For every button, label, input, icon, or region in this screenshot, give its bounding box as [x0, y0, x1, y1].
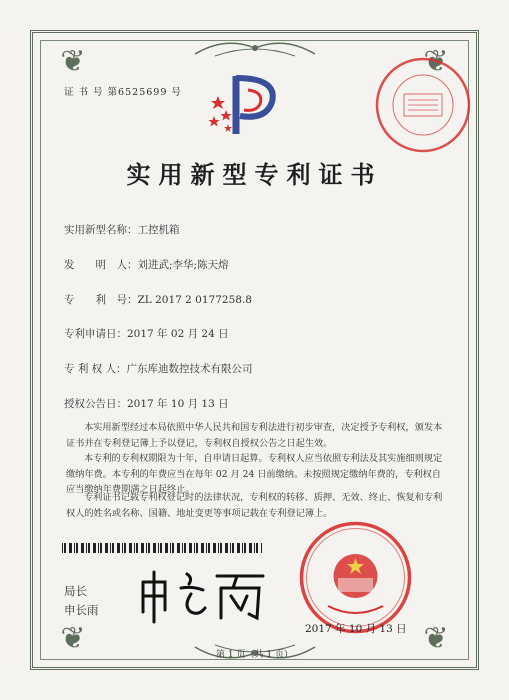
seal-date: 2017 年 10 月 13 日: [305, 623, 407, 635]
certificate-title: 实用新型专利证书: [126, 160, 383, 189]
field-application-date: [64, 326, 229, 341]
field-value: 2017 年 02 月 24 日: [127, 328, 229, 340]
handwritten-signature-icon: [135, 560, 270, 625]
field-inventors: [64, 257, 229, 272]
official-red-seal-icon: [298, 520, 413, 635]
field-patentee: [64, 361, 253, 376]
corner-ornament-icon: ❦: [60, 621, 86, 656]
paragraph-grant: 本实用新型经过本局依照中华人民共和国专利法进行初步审查，决定授予专利权，颁发本证书并在专利登记簿上予以登记，专利权自授权公告之日起生效。: [66, 422, 443, 449]
field-utility-model-name: [64, 222, 180, 237]
field-label: 专 利 权 人：: [64, 363, 127, 375]
top-seal-icon: [372, 54, 474, 156]
signatory-title: 局长: [64, 584, 87, 598]
corner-ornament-icon: ❦: [423, 44, 449, 79]
corner-ornament-icon: ❦: [60, 44, 86, 79]
field-patent-number: [64, 292, 252, 307]
page-number: 第 1 页（共 1 页）: [216, 650, 293, 660]
field-value: ZL 2017 2 0177258.8: [137, 294, 252, 306]
field-label: 授权公告日：: [64, 398, 127, 410]
field-value: 工控机箱: [137, 224, 180, 236]
top-ornament-icon: [185, 34, 325, 62]
field-value: 2017 年 10 月 13 日: [127, 398, 229, 410]
field-label: 专 利 号：: [64, 294, 138, 306]
paragraph-record: 专利证书记载专利权登记时的法律状况，专利权的转移、质押、无效、终止、恢复和专利权人的姓名或名称、国籍、地址变更等事项记载在专利登记簿上。: [66, 492, 443, 519]
certificate-number: 证 书 号 第6525699 号: [64, 87, 182, 98]
paragraph-term: 本专利的专利权期限为十年，自申请日起算。专利权人应当依照专利法及其实施细则规定缴纳年费。本专利的年费应当在每年 02 月 24 日前缴纳。未按照规定缴纳年费的，专利权自应当缴纳年费期满之日起终止。: [66, 453, 443, 495]
field-label: 专利申请日：: [64, 328, 127, 340]
patent-office-logo-icon: [206, 66, 288, 140]
corner-ornament-icon: ❦: [423, 621, 449, 656]
signatory-name: 申长雨: [64, 603, 99, 617]
field-value: 广东库迪数控技术有限公司: [126, 363, 253, 375]
field-announcement-date: [64, 396, 229, 411]
field-label: 发 明 人：: [64, 259, 138, 271]
field-label: 实用新型名称：: [64, 224, 138, 236]
field-value: 刘进武;李华;陈天熔: [137, 259, 229, 271]
barcode-icon: [62, 543, 262, 553]
